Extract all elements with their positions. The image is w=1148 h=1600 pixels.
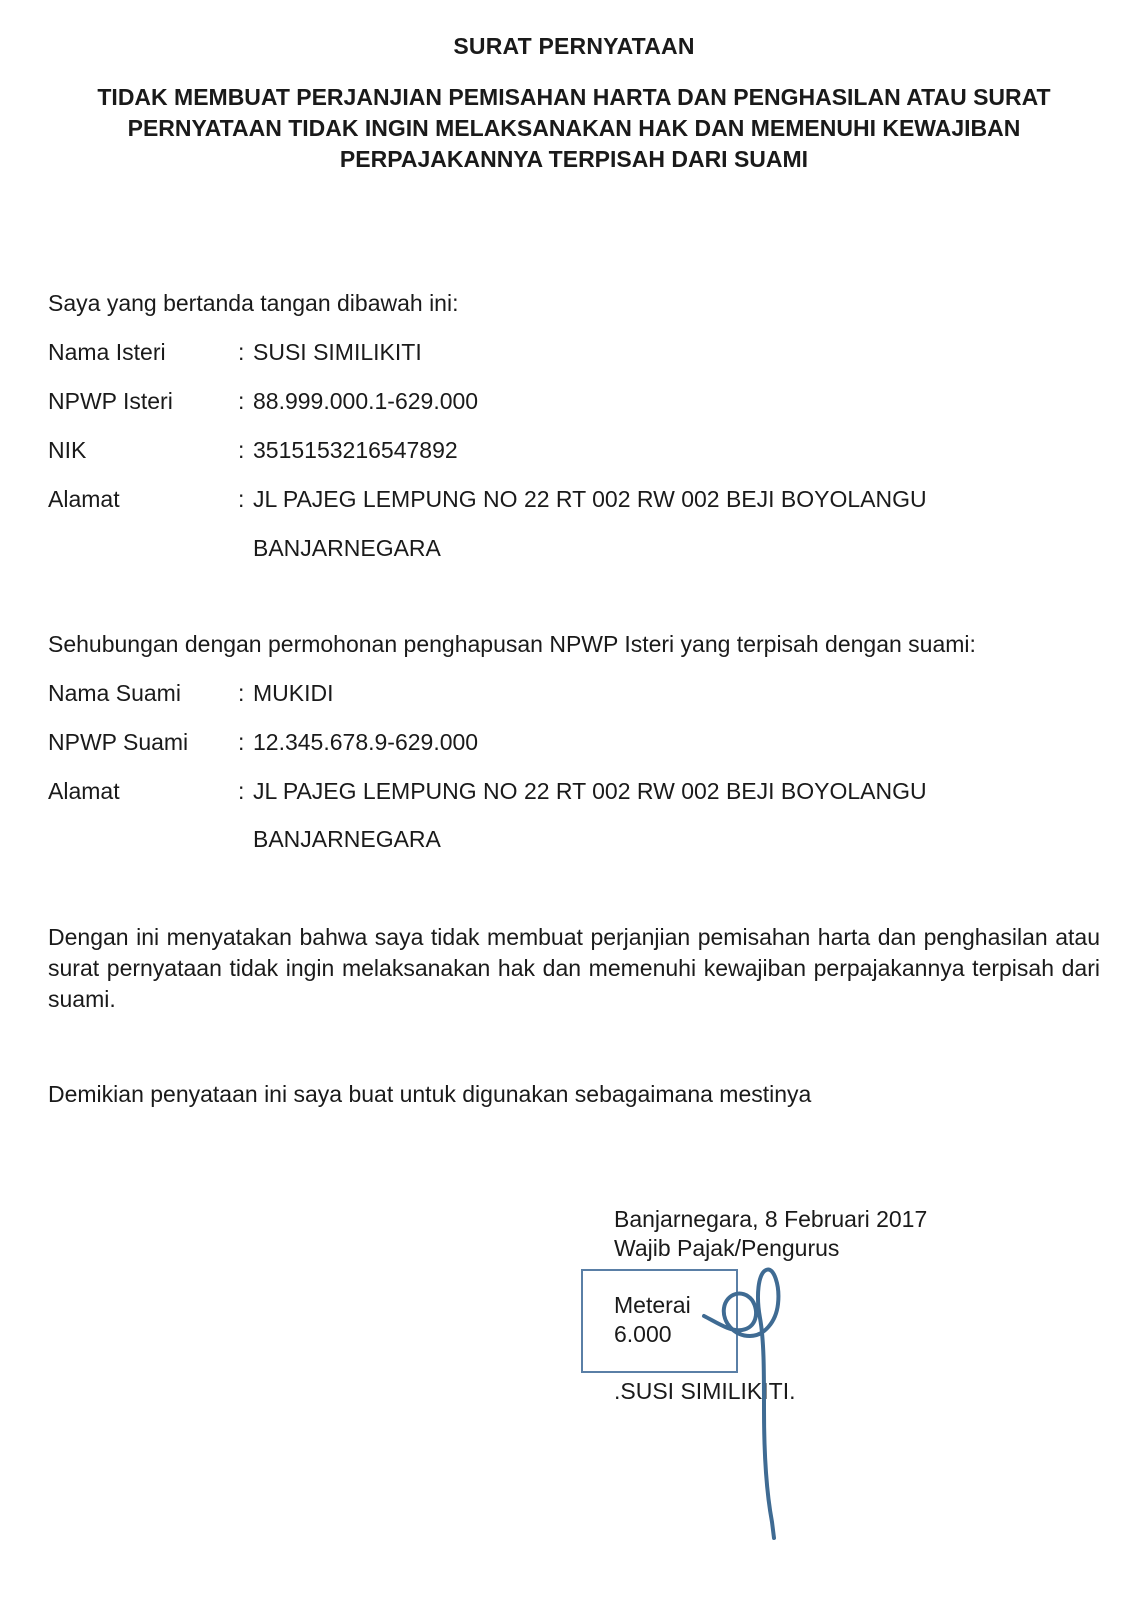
husband-name-label: Nama Suami (48, 680, 181, 706)
signer-role: Wajib Pajak/Pengurus (614, 1235, 840, 1261)
stamp-label (614, 1291, 691, 1349)
husband-npwp-value: 12.345.678.9-629.000 (253, 729, 479, 755)
signer-name: .SUSI SIMILIKITI. (614, 1378, 796, 1404)
subtitle-line-2: PERNYATAAN TIDAK INGIN MELAKSANAKAN HAK DAN MEMENUHI KEWAJIBAN (127, 115, 1021, 141)
stamp-line-2: 6.000 (614, 1321, 672, 1347)
husband-name-value: MUKIDI (253, 680, 334, 706)
wife-nik-label: NIK (48, 437, 87, 463)
colon: : (238, 339, 245, 365)
wife-address-line-2: BANJARNEGARA (253, 535, 441, 561)
wife-name-label: Nama Isteri (48, 339, 166, 365)
signature-stroke (704, 1269, 778, 1538)
husband-address-line-1: JL PAJEG LEMPUNG NO 22 RT 002 RW 002 BEJI BOYOLANGU (253, 778, 927, 804)
wife-nik-value: 3515153216547892 (253, 437, 458, 463)
closing-text: Demikian penyataan ini saya buat untuk digunakan sebagaimana mestinya (48, 1081, 812, 1107)
husband-address-label: Alamat (48, 778, 120, 804)
handwritten-signature (690, 1260, 800, 1550)
wife-npwp-value: 88.999.000.1-629.000 (253, 388, 479, 414)
wife-address-label: Alamat (48, 486, 120, 512)
document-title: SURAT PERNYATAAN (453, 33, 695, 59)
wife-address-line-1: JL PAJEG LEMPUNG NO 22 RT 002 RW 002 BEJI BOYOLANGU (253, 486, 927, 512)
wife-npwp-label: NPWP Isteri (48, 388, 173, 414)
colon: : (238, 437, 245, 463)
colon: : (238, 778, 245, 804)
document-subtitle (40, 82, 1108, 175)
statement-paragraph: Dengan ini menyatakan bahwa saya tidak membuat perjanjian pemisahan harta dan penghasilan atau surat pernyataan tidak ingin melaksanakan hak dan memenuhi kewajiban perpajakannya terpisah dari suami. (48, 924, 1100, 1012)
colon: : (238, 680, 245, 706)
relation-text: Sehubungan dengan permohonan penghapusan NPWP Isteri yang terpisah dengan suami: (48, 631, 976, 657)
subtitle-line-1: TIDAK MEMBUAT PERJANJIAN PEMISAHAN HARTA DAN PENGHASILAN ATAU SURAT (97, 84, 1051, 110)
place-date: Banjarnegara, 8 Februari 2017 (614, 1206, 928, 1232)
subtitle-line-3: PERPAJAKANNYA TERPISAH DARI SUAMI (339, 146, 809, 172)
stamp-line-1: Meterai (614, 1292, 691, 1318)
colon: : (238, 729, 245, 755)
colon: : (238, 388, 245, 414)
colon: : (238, 486, 245, 512)
husband-npwp-label: NPWP Suami (48, 729, 189, 755)
husband-address-line-2: BANJARNEGARA (253, 826, 441, 852)
wife-name-value: SUSI SIMILIKITI (253, 339, 422, 365)
intro-text: Saya yang bertanda tangan dibawah ini: (48, 290, 459, 316)
